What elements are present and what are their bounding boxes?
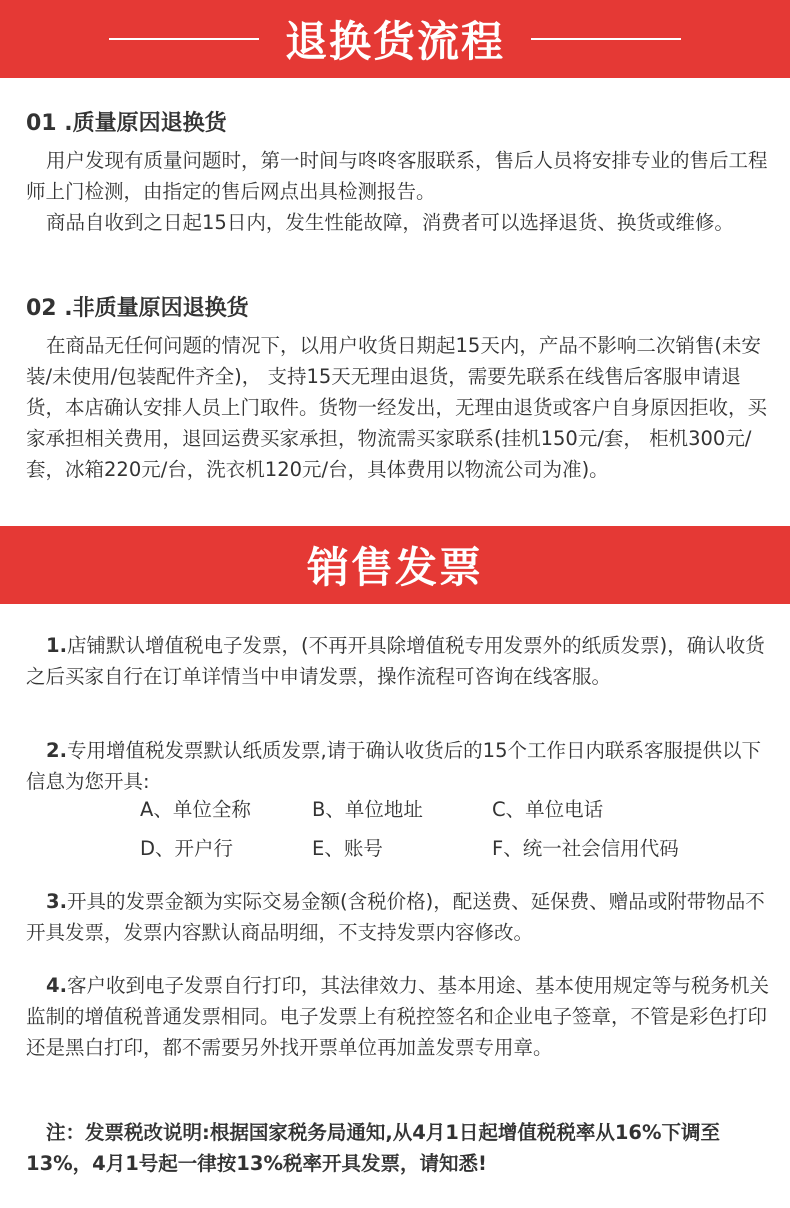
return-process-banner (0, 0, 790, 78)
invoice-item-1 (26, 630, 771, 692)
item-number: 2. (46, 739, 67, 762)
section2-paragraph-1: 在商品无任何问题的情况下，以用户收货日期起15天内，产品不影响二次销售(未安装/未使用/包装配件齐全)， 支持15天无理由退货，需要先联系在线售后客服申请退货，本店确认安排人员上门取件。货物一经发出，无理由退货或客户自身原因拒收，买家承担相关费用，退回运费买家承担，物流需买家联系(挂机150元/套， 柜机300元/套，冰箱220元/台，洗衣机120元/台，具体费用以物流公司为准)。 (26, 334, 768, 481)
banner-title: 退换货流程 (284, 17, 505, 66)
section1-paragraph-1: 用户发现有质量问题时，第一时间与咚咚客服联系，售后人员将安排专业的售后工程师上门检测，由指定的售后网点出具检测报告。 (26, 149, 768, 203)
section1-paragraph-2: 商品自收到之日起15日内，发生性能故障，消费者可以选择退货、换货或维修。 (46, 211, 734, 234)
banner-title: 销售发票 (306, 543, 483, 592)
note-text: 发票税改说明:根据国家税务局通知,从4月1日起增值税税率从16%下调至13%，4月1号起一律按13%税率开具发票，请知悉! (26, 1121, 721, 1175)
invoice-item-2 (26, 735, 771, 797)
note-label: 注： (46, 1121, 86, 1144)
invoice-item-3 (26, 886, 771, 948)
invoice-item-4 (26, 970, 771, 1063)
item-number: 1. (46, 634, 67, 657)
invoice-field-d: D、开户行 (140, 837, 234, 860)
item-text: 店铺默认增值税电子发票，(不再开具除增值税专用发票外的纸质发票)，确认收货之后买家自行在订单详情当中申请发票，操作流程可咨询在线客服。 (26, 634, 765, 688)
invoice-field-e: E、账号 (312, 837, 383, 860)
invoice-banner (0, 526, 790, 604)
invoice-field-f: F、统一社会信用代码 (492, 837, 679, 860)
invoice-field-b: B、单位地址 (312, 798, 423, 821)
section-heading-nonquality: 02 .非质量原因退换货 (26, 296, 249, 321)
item-number: 3. (46, 890, 67, 913)
item-text: 专用增值税发票默认纸质发票,请于确认收货后的15个工作日内联系客服提供以下信息为您开具: (26, 739, 761, 793)
item-text: 开具的发票金额为实际交易金额(含税价格)，配送费、延保费、赠品或附带物品不开具发票，发票内容默认商品明细，不支持发票内容修改。 (26, 890, 765, 944)
invoice-field-a: A、单位全称 (140, 798, 251, 821)
item-number: 4. (46, 974, 67, 997)
banner-divider-right (531, 38, 681, 40)
item-text: 客户收到电子发票自行打印，其法律效力、基本用途、基本使用规定等与税务机关监制的增值税普通发票相同。电子发票上有税控签名和企业电子签章，不管是彩色打印还是黑白打印，都不需要另外找开票单位再加盖发票专用章。 (26, 974, 769, 1059)
invoice-field-c: C、单位电话 (492, 798, 604, 821)
section-heading-quality: 01 .质量原因退换货 (26, 111, 227, 136)
tax-note (26, 1117, 771, 1179)
banner-divider-left (109, 38, 259, 40)
